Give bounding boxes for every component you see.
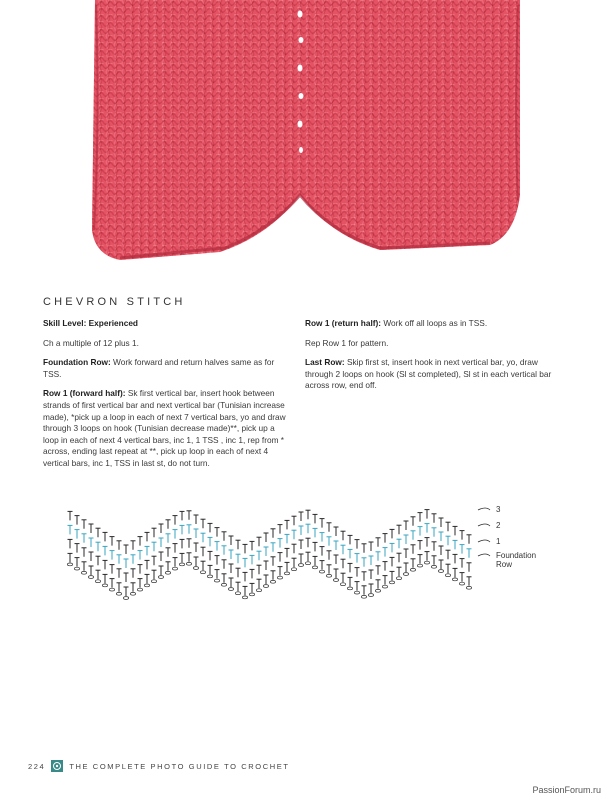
diagram-stitches	[67, 508, 490, 599]
chain-mark	[67, 563, 72, 566]
chain-mark	[312, 566, 317, 569]
row-label-3: 3	[496, 505, 501, 514]
paragraph-text: Ch a multiple of 12 plus 1.	[43, 337, 139, 348]
chain-mark	[151, 580, 156, 583]
stitch-diagram	[66, 498, 566, 608]
chain-mark	[116, 592, 121, 595]
chain-mark	[242, 596, 247, 599]
chain-mark	[305, 562, 310, 565]
instruction-paragraph	[43, 338, 288, 350]
instructions-left-column	[43, 318, 288, 478]
chain-mark	[382, 585, 387, 588]
chain-mark	[424, 561, 429, 564]
paragraph-text: Work forward and return halves same as for TSS.	[43, 357, 275, 379]
chain-mark	[88, 576, 93, 579]
chain-mark	[123, 597, 128, 600]
chain-mark	[144, 584, 149, 587]
page-number: 224	[28, 761, 46, 771]
chain-mark	[333, 579, 338, 582]
chain-mark	[179, 563, 184, 566]
chain-mark	[361, 595, 366, 598]
chain-mark	[340, 583, 345, 586]
page-footer	[28, 760, 290, 772]
chain-mark	[81, 571, 86, 574]
chain-mark	[186, 562, 191, 565]
chain-mark	[403, 573, 408, 576]
book-title: THE COMPLETE PHOTO GUIDE TO CROCHET	[69, 761, 290, 771]
swatch-photo	[0, 0, 607, 280]
chain-mark	[284, 572, 289, 575]
chain-mark	[375, 589, 380, 592]
chain-mark	[102, 584, 107, 587]
paragraph-label: Last Row:	[305, 357, 345, 368]
chain-mark	[207, 575, 212, 578]
chain-mark	[466, 586, 471, 589]
chain-mark	[445, 574, 450, 577]
chain-mark	[256, 589, 261, 592]
chain-mark	[417, 564, 422, 567]
row-arrow	[478, 540, 490, 542]
chain-mark	[165, 571, 170, 574]
instruction-paragraph	[43, 388, 288, 469]
chain-mark	[221, 583, 226, 586]
paragraph-label: Skill Level: Experienced	[43, 318, 138, 328]
chain-mark	[263, 585, 268, 588]
chain-mark	[438, 570, 443, 573]
row-arrow	[478, 508, 490, 510]
instruction-paragraph	[43, 318, 288, 330]
chain-mark	[200, 571, 205, 574]
chain-mark	[410, 568, 415, 571]
chain-mark	[319, 570, 324, 573]
paragraph-text: Sk first vertical bar, insert hook between strands of first vertical bar and next vertical bar (Tunisian increase made), *pick up a loop in each of next 7 vertical bars, yo and draw through 3 loops on hook (Tunisian decrease made)**, pick up a loop in each of next 4 vertical bars, inc 1, 1 TSS , inc 1, rep from * across, ending last repeat at **, pick up loop in each of next 4 vertical bars, inc 1, TSS in last st, do not turn.	[43, 388, 286, 468]
chain-mark	[95, 580, 100, 583]
chain-mark	[298, 564, 303, 567]
row-arrow	[478, 554, 490, 556]
row-label-1: 1	[496, 537, 501, 546]
paragraph-text: Work off all loops as in TSS.	[381, 318, 488, 328]
instruction-paragraph	[43, 357, 288, 380]
chain-mark	[193, 567, 198, 570]
paragraph-label: Foundation Row:	[43, 357, 111, 368]
chain-mark	[214, 579, 219, 582]
chain-mark	[235, 592, 240, 595]
chain-mark	[291, 568, 296, 571]
chain-mark	[354, 591, 359, 594]
chain-mark	[172, 567, 177, 570]
chain-mark	[277, 576, 282, 579]
row-arrow	[478, 524, 490, 526]
chain-mark	[130, 592, 135, 595]
chain-mark	[431, 565, 436, 568]
chain-mark	[459, 582, 464, 585]
chain-mark	[452, 578, 457, 581]
chain-mark	[74, 567, 79, 570]
chain-mark	[396, 577, 401, 580]
chain-mark	[270, 580, 275, 583]
section-title: CHEVRON STITCH	[43, 296, 186, 308]
chain-mark	[326, 574, 331, 577]
instruction-paragraph	[305, 318, 560, 330]
instruction-paragraph	[305, 338, 560, 350]
chain-mark	[389, 581, 394, 584]
row-label-row: Row	[496, 560, 513, 569]
paragraph-label: Row 1 (forward half):	[43, 388, 126, 399]
chain-mark	[347, 587, 352, 590]
watermark: PassionForum.ru	[532, 785, 601, 795]
paragraph-label: Row 1 (return half):	[305, 318, 382, 328]
instruction-paragraph	[305, 357, 560, 392]
chain-mark	[137, 588, 142, 591]
row-label-foundation: Foundation	[496, 551, 537, 560]
chain-mark	[368, 594, 373, 597]
row-label-2: 2	[496, 521, 501, 530]
paragraph-text: Skip first st, insert hook in next vertical bar, yo, draw through 2 loops on hook (Sl st completed), Sl st in each vertical bar across row, end off.	[305, 357, 552, 391]
chain-mark	[249, 593, 254, 596]
instructions-right-column	[305, 318, 560, 400]
chain-mark	[158, 576, 163, 579]
book-logo-icon	[51, 760, 63, 772]
chain-mark	[109, 588, 114, 591]
chain-mark	[228, 588, 233, 591]
paragraph-text: Rep Row 1 for pattern.	[305, 337, 389, 348]
